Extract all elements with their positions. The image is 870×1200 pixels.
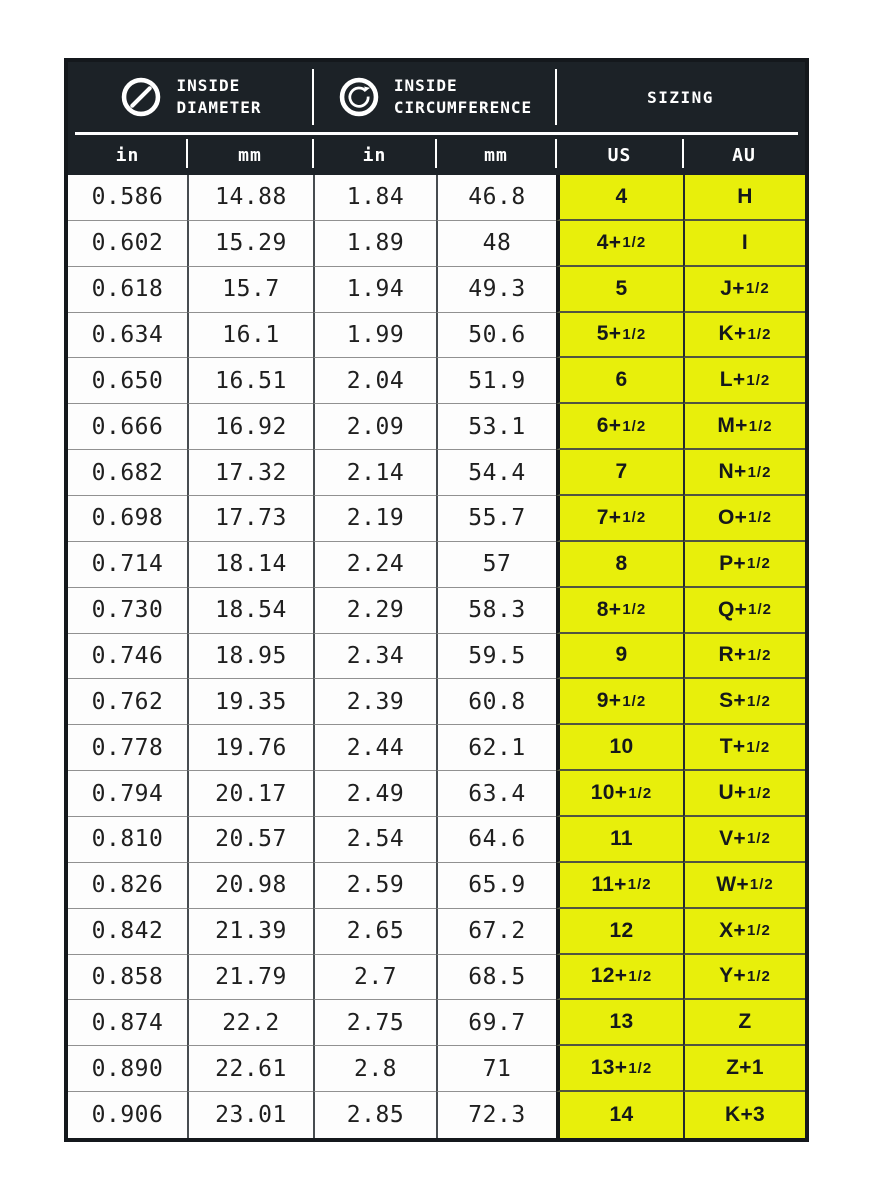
diameter-mm-cell: 14.88 xyxy=(187,175,313,221)
size-value: 7+ xyxy=(596,505,622,529)
size-fraction: 1/2 xyxy=(622,325,647,343)
diameter-in-cell: 0.666 xyxy=(68,404,187,450)
size-value: 9+ xyxy=(596,689,622,713)
diameter-in-cell: 0.634 xyxy=(68,313,187,359)
size-value: H xyxy=(737,184,753,208)
circumference-in-cell: 2.39 xyxy=(313,679,436,725)
us-size-cell xyxy=(556,542,683,588)
size-value: N+ xyxy=(718,460,747,484)
diameter-mm-cell: 20.98 xyxy=(187,863,313,909)
us-size-cell xyxy=(556,679,683,725)
size-fraction: 1/2 xyxy=(628,1059,653,1077)
diameter-in-cell: 0.602 xyxy=(68,221,187,267)
diameter-mm-cell: 21.39 xyxy=(187,909,313,955)
circumference-in-cell: 2.7 xyxy=(313,955,436,1001)
diameter-in-cell: 0.682 xyxy=(68,450,187,496)
column-headers xyxy=(68,135,805,175)
size-value: X+ xyxy=(719,918,746,942)
us-size-cell xyxy=(556,1092,683,1138)
au-size-cell xyxy=(683,1092,805,1138)
column-header-circumference-in: in xyxy=(313,135,436,175)
us-size-cell xyxy=(556,1000,683,1046)
circumference-in-cell: 2.09 xyxy=(313,404,436,450)
circumference-mm-cell: 69.7 xyxy=(436,1000,556,1046)
circumference-mm-cell: 51.9 xyxy=(436,358,556,404)
circumference-in-cell: 2.04 xyxy=(313,358,436,404)
size-value: R+ xyxy=(718,643,747,667)
diameter-in-cell: 0.698 xyxy=(68,496,187,542)
diameter-mm-cell: 21.79 xyxy=(187,955,313,1001)
diameter-mm-cell: 17.32 xyxy=(187,450,313,496)
diameter-in-cell: 0.650 xyxy=(68,358,187,404)
diameter-in-cell: 0.762 xyxy=(68,679,187,725)
size-fraction: 1/2 xyxy=(747,830,771,848)
circumference-mm-cell: 67.2 xyxy=(436,909,556,955)
diameter-mm-cell: 20.17 xyxy=(187,771,313,817)
diameter-in-cell: 0.810 xyxy=(68,817,187,863)
size-value: L+ xyxy=(719,368,746,392)
inside-diameter-label xyxy=(176,75,261,118)
circumference-in-cell: 2.75 xyxy=(313,1000,436,1046)
size-fraction: 1/2 xyxy=(749,876,774,894)
diameter-mm-cell: 16.1 xyxy=(187,313,313,359)
diameter-mm-cell: 15.29 xyxy=(187,221,313,267)
diameter-mm-cell: 23.01 xyxy=(187,1092,313,1138)
au-size-cell xyxy=(683,909,805,955)
us-size-cell xyxy=(556,588,683,634)
size-value: 14 xyxy=(609,1103,634,1127)
circumference-in-cell: 2.59 xyxy=(313,863,436,909)
diameter-in-cell: 0.778 xyxy=(68,725,187,771)
circumference-in-cell: 2.85 xyxy=(313,1092,436,1138)
us-size-cell xyxy=(556,817,683,863)
au-size-cell xyxy=(683,358,805,404)
size-fraction: 1/2 xyxy=(622,692,647,710)
au-size-cell xyxy=(683,863,805,909)
size-value: 13+ xyxy=(590,1056,628,1080)
diameter-mm-cell: 20.57 xyxy=(187,817,313,863)
size-fraction: 1/2 xyxy=(627,876,652,894)
size-fraction: 1/2 xyxy=(746,371,771,389)
circumference-mm-cell: 72.3 xyxy=(436,1092,556,1138)
us-size-cell xyxy=(556,1046,683,1092)
circumference-mm-cell: 59.5 xyxy=(436,634,556,680)
inside-circumference-label xyxy=(394,75,532,118)
us-size-cell xyxy=(556,863,683,909)
column-header-us: US xyxy=(556,135,683,175)
size-value: 4 xyxy=(615,184,628,208)
au-size-cell xyxy=(683,542,805,588)
au-size-cell xyxy=(683,221,805,267)
column-header-diameter-in: in xyxy=(115,144,140,166)
au-size-cell xyxy=(683,955,805,1001)
size-fraction: 1/2 xyxy=(622,509,647,527)
au-size-cell xyxy=(683,450,805,496)
column-header-circumference-mm: mm xyxy=(436,135,556,175)
size-fraction: 1/2 xyxy=(747,555,771,573)
size-value: 10 xyxy=(609,735,634,759)
circumference-mm-cell: 53.1 xyxy=(436,404,556,450)
size-value: T+ xyxy=(719,735,746,759)
size-fraction: 1/2 xyxy=(747,692,771,710)
size-value: 11+ xyxy=(591,872,627,896)
size-fraction: 1/2 xyxy=(746,738,771,756)
diameter-in-cell: 0.842 xyxy=(68,909,187,955)
us-size-cell xyxy=(556,909,683,955)
circumference-mm-cell: 58.3 xyxy=(436,588,556,634)
size-fraction: 1/2 xyxy=(747,967,771,985)
label-line-1: INSIDE xyxy=(176,76,241,96)
circumference-in-cell: 1.94 xyxy=(313,267,436,313)
diameter-mm-cell: 18.14 xyxy=(187,542,313,588)
circumference-in-cell: 2.8 xyxy=(313,1046,436,1092)
diameter-mm-cell: 18.54 xyxy=(187,588,313,634)
us-size-cell xyxy=(556,267,683,313)
au-size-cell xyxy=(683,313,805,359)
us-size-cell xyxy=(556,358,683,404)
circumference-mm-cell: 54.4 xyxy=(436,450,556,496)
size-value: W+ xyxy=(716,872,749,896)
size-value: J+ xyxy=(720,276,745,300)
size-value: K+3 xyxy=(724,1103,765,1127)
diameter-in-cell: 0.730 xyxy=(68,588,187,634)
size-value: I xyxy=(741,230,749,254)
au-size-cell xyxy=(683,175,805,221)
size-value: 8 xyxy=(615,551,628,575)
au-size-cell xyxy=(683,588,805,634)
size-fraction: 1/2 xyxy=(747,463,772,481)
diameter-mm-cell: 22.2 xyxy=(187,1000,313,1046)
size-fraction: 1/2 xyxy=(622,234,647,252)
size-value: V+ xyxy=(719,826,746,850)
size-fraction: 1/2 xyxy=(747,922,771,940)
size-table xyxy=(64,58,809,1142)
circumference-in-cell: 2.29 xyxy=(313,588,436,634)
diameter-mm-cell: 18.95 xyxy=(187,634,313,680)
size-fraction: 1/2 xyxy=(747,784,772,802)
header-inside-diameter xyxy=(68,62,313,132)
au-size-cell xyxy=(683,817,805,863)
au-size-cell xyxy=(683,1046,805,1092)
circumference-mm-cell: 57 xyxy=(436,542,556,588)
circumference-mm-cell: 49.3 xyxy=(436,267,556,313)
circumference-in-cell: 1.84 xyxy=(313,175,436,221)
header-sizing xyxy=(556,62,805,132)
diameter-mm-cell: 16.51 xyxy=(187,358,313,404)
sizing-label: SIZING xyxy=(647,87,714,107)
size-value: P+ xyxy=(719,551,746,575)
circumference-mm-cell: 46.8 xyxy=(436,175,556,221)
circumference-in-cell: 2.34 xyxy=(313,634,436,680)
circumference-icon xyxy=(337,75,381,119)
us-size-cell xyxy=(556,634,683,680)
circumference-mm-cell: 55.7 xyxy=(436,496,556,542)
size-value: 4+ xyxy=(596,230,622,254)
diameter-icon xyxy=(119,75,163,119)
circumference-in-cell: 2.65 xyxy=(313,909,436,955)
us-size-cell xyxy=(556,725,683,771)
circumference-in-cell: 2.54 xyxy=(313,817,436,863)
us-size-cell xyxy=(556,313,683,359)
size-fraction: 1/2 xyxy=(748,601,773,619)
circumference-in-cell: 1.99 xyxy=(313,313,436,359)
au-size-cell xyxy=(683,404,805,450)
diameter-in-cell: 0.794 xyxy=(68,771,187,817)
diameter-mm-cell: 17.73 xyxy=(187,496,313,542)
diameter-mm-cell: 19.76 xyxy=(187,725,313,771)
size-value: Z+1 xyxy=(726,1056,764,1080)
us-size-cell xyxy=(556,175,683,221)
size-value: 8+ xyxy=(596,597,622,621)
size-value: 13 xyxy=(609,1010,634,1034)
size-value: S+ xyxy=(719,689,746,713)
diameter-in-cell: 0.874 xyxy=(68,1000,187,1046)
size-fraction: 1/2 xyxy=(747,646,772,664)
size-value: O+ xyxy=(717,505,748,529)
size-value: 10+ xyxy=(590,781,628,805)
size-value: M+ xyxy=(717,414,748,438)
size-value: 6 xyxy=(615,368,628,392)
label-line-2: DIAMETER xyxy=(176,98,262,117)
size-value: K+ xyxy=(718,322,747,346)
au-size-cell xyxy=(683,725,805,771)
us-size-cell xyxy=(556,496,683,542)
size-value: U+ xyxy=(718,781,747,805)
size-fraction: 1/2 xyxy=(628,967,653,985)
diameter-in-cell: 0.618 xyxy=(68,267,187,313)
circumference-mm-cell: 71 xyxy=(436,1046,556,1092)
column-header-diameter-mm: mm xyxy=(187,135,313,175)
size-value: 12+ xyxy=(590,964,628,988)
au-size-cell xyxy=(683,1000,805,1046)
diameter-in-cell: 0.714 xyxy=(68,542,187,588)
diameter-in-cell: 0.858 xyxy=(68,955,187,1001)
size-value: 11 xyxy=(610,826,633,850)
circumference-mm-cell: 62.1 xyxy=(436,725,556,771)
circumference-mm-cell: 60.8 xyxy=(436,679,556,725)
size-value: 5 xyxy=(615,276,628,300)
size-value: 9 xyxy=(615,643,628,667)
diameter-in-cell: 0.586 xyxy=(68,175,187,221)
us-size-cell xyxy=(556,771,683,817)
au-size-cell xyxy=(683,679,805,725)
us-size-cell xyxy=(556,221,683,267)
label-line-1: INSIDE xyxy=(393,76,458,96)
us-size-cell xyxy=(556,404,683,450)
diameter-mm-cell: 16.92 xyxy=(187,404,313,450)
size-fraction: 1/2 xyxy=(622,417,647,435)
au-size-cell xyxy=(683,634,805,680)
size-value: 12 xyxy=(609,918,634,942)
column-header-au: AU xyxy=(683,135,805,175)
au-size-cell xyxy=(683,771,805,817)
label-line-2: CIRCUMFERENCE xyxy=(393,98,533,117)
diameter-in-cell: 0.890 xyxy=(68,1046,187,1092)
circumference-in-cell: 2.14 xyxy=(313,450,436,496)
us-size-cell xyxy=(556,955,683,1001)
au-size-cell xyxy=(683,496,805,542)
circumference-mm-cell: 48 xyxy=(436,221,556,267)
circumference-in-cell: 1.89 xyxy=(313,221,436,267)
diameter-in-cell: 0.826 xyxy=(68,863,187,909)
size-value: Y+ xyxy=(719,964,746,988)
circumference-mm-cell: 68.5 xyxy=(436,955,556,1001)
size-value: 7 xyxy=(615,460,628,484)
size-value: 5+ xyxy=(596,322,622,346)
size-value: Q+ xyxy=(717,597,748,621)
size-value: 6+ xyxy=(596,414,622,438)
table-body xyxy=(68,175,805,1138)
circumference-mm-cell: 50.6 xyxy=(436,313,556,359)
circumference-mm-cell: 64.6 xyxy=(436,817,556,863)
circumference-in-cell: 2.44 xyxy=(313,725,436,771)
header-inside-circumference xyxy=(313,62,556,132)
size-fraction: 1/2 xyxy=(745,280,770,298)
circumference-in-cell: 2.19 xyxy=(313,496,436,542)
table-header xyxy=(68,62,805,132)
size-fraction: 1/2 xyxy=(748,509,773,527)
diameter-mm-cell: 22.61 xyxy=(187,1046,313,1092)
circumference-in-cell: 2.24 xyxy=(313,542,436,588)
diameter-mm-cell: 19.35 xyxy=(187,679,313,725)
size-value: Z xyxy=(738,1010,752,1034)
au-size-cell xyxy=(683,267,805,313)
size-fraction: 1/2 xyxy=(747,325,772,343)
circumference-mm-cell: 63.4 xyxy=(436,771,556,817)
circumference-in-cell: 2.49 xyxy=(313,771,436,817)
diameter-mm-cell: 15.7 xyxy=(187,267,313,313)
circumference-mm-cell: 65.9 xyxy=(436,863,556,909)
diameter-in-cell: 0.746 xyxy=(68,634,187,680)
size-fraction: 1/2 xyxy=(748,417,773,435)
diameter-in-cell: 0.906 xyxy=(68,1092,187,1138)
us-size-cell xyxy=(556,450,683,496)
size-fraction: 1/2 xyxy=(622,601,647,619)
size-fraction: 1/2 xyxy=(628,784,653,802)
